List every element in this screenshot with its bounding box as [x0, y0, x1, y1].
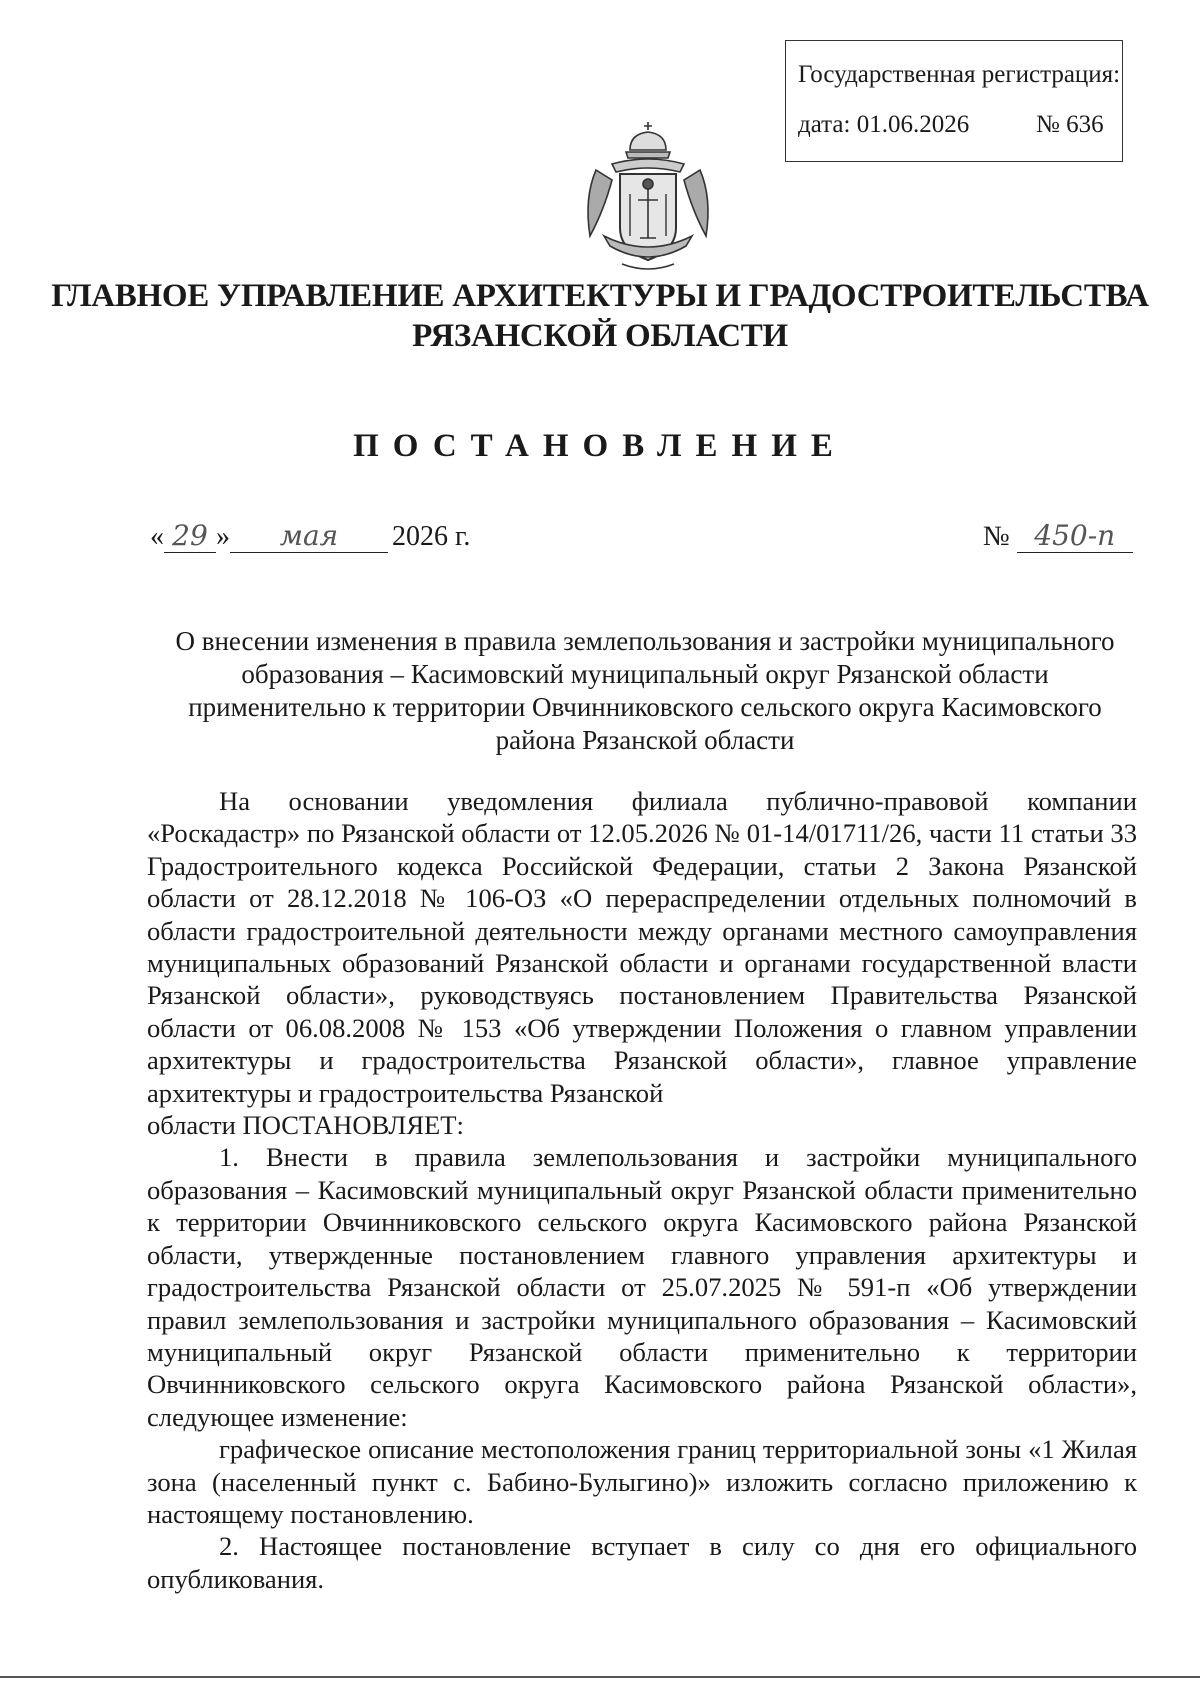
- number-value: 450-п: [1017, 520, 1133, 553]
- document-body: [147, 785, 1137, 1595]
- stamp-date: дата: 01.06.2026: [798, 111, 970, 138]
- paragraph-basis: На основании уведомления филиала публично-правовой компании «Роскадастр» по Рязанской области от 12.05.2026 № 01-14/01711/26, части 11 статьи 33 Градостроительного кодекса Российской Федерации, статьи 2 Закона Рязанской области от 28.12.2018 № 106-ОЗ «О перераспределении отдельных полномочий в области градостроительной деятельности между органами местного самоуправления муниципальных образований Рязанской области и органами государственной власти Рязанской области», руководствуясь постановлением Правительства Рязанской области от 06.08.2008 № 153 «Об утверждении Положения о главном управлении архитектуры и градостроительства Рязанской области», главное управление архитектуры и градостроительства Рязанской: [147, 786, 1137, 1108]
- paragraph-item-2: 2. Настоящее постановление вступает в силу со дня его официального опубликования.: [147, 1531, 1137, 1594]
- date-close-quote: »: [216, 521, 230, 552]
- organization-name-line-2: РЯЗАНСКОЙ ОБЛАСТИ: [412, 318, 788, 354]
- stamp-title: Государственная регистрация:: [798, 61, 1121, 88]
- page-bottom-rule: [0, 1676, 1200, 1678]
- date-open-quote: «: [150, 521, 164, 552]
- date-month: мая: [230, 520, 388, 553]
- paragraph-basis-tail: области ПОСТАНОВЛЯЕТ:: [147, 1110, 464, 1141]
- date-year: 2026 г.: [392, 521, 471, 552]
- document-number: [983, 520, 1133, 553]
- date-day: 29: [164, 520, 216, 553]
- coat-of-arms-icon: [574, 118, 722, 276]
- document-title: О внесении изменения в правила землепользования и застройки муниципального образования – Касимовский муниципальный округ Рязанской области применительно к территории Овчинниковского сельского округа Касимовского района Рязанской области: [175, 626, 1115, 755]
- organization-name-line-1: ГЛАВНОЕ УПРАВЛЕНИЕ АРХИТЕКТУРЫ И ГРАДОСТРОИТЕЛЬСТВА: [51, 278, 1149, 314]
- paragraph-item-1-change: графическое описание местоположения границ территориальной зоны «1 Жилая зона (населенный пункт с. Бабино-Булыгино)» изложить согласно приложению к настоящему постановлению.: [147, 1434, 1137, 1529]
- number-prefix: №: [983, 521, 1010, 552]
- stamp-number: № 636: [1036, 111, 1104, 138]
- document-type: ПОСТАНОВЛЕНИЕ: [353, 428, 847, 464]
- document-date: [150, 520, 470, 553]
- paragraph-item-1: 1. Внести в правила землепользования и застройки муниципального образования – Касимовский муниципальный округ Рязанской области применительно к территории Овчинниковского сельского округа Касимовского района Рязанской области, утвержденные постановлением главного управления архитектуры и градостроительства Рязанской области от 25.07.2025 № 591-п «Об утверждении правил землепользования и застройки муниципального образования – Касимовский муниципальный округ Рязанской области применительно к территории Овчинниковского сельского округа Касимовского района Рязанской области», следующее изменение:: [147, 1142, 1137, 1432]
- registration-stamp: [785, 40, 1123, 162]
